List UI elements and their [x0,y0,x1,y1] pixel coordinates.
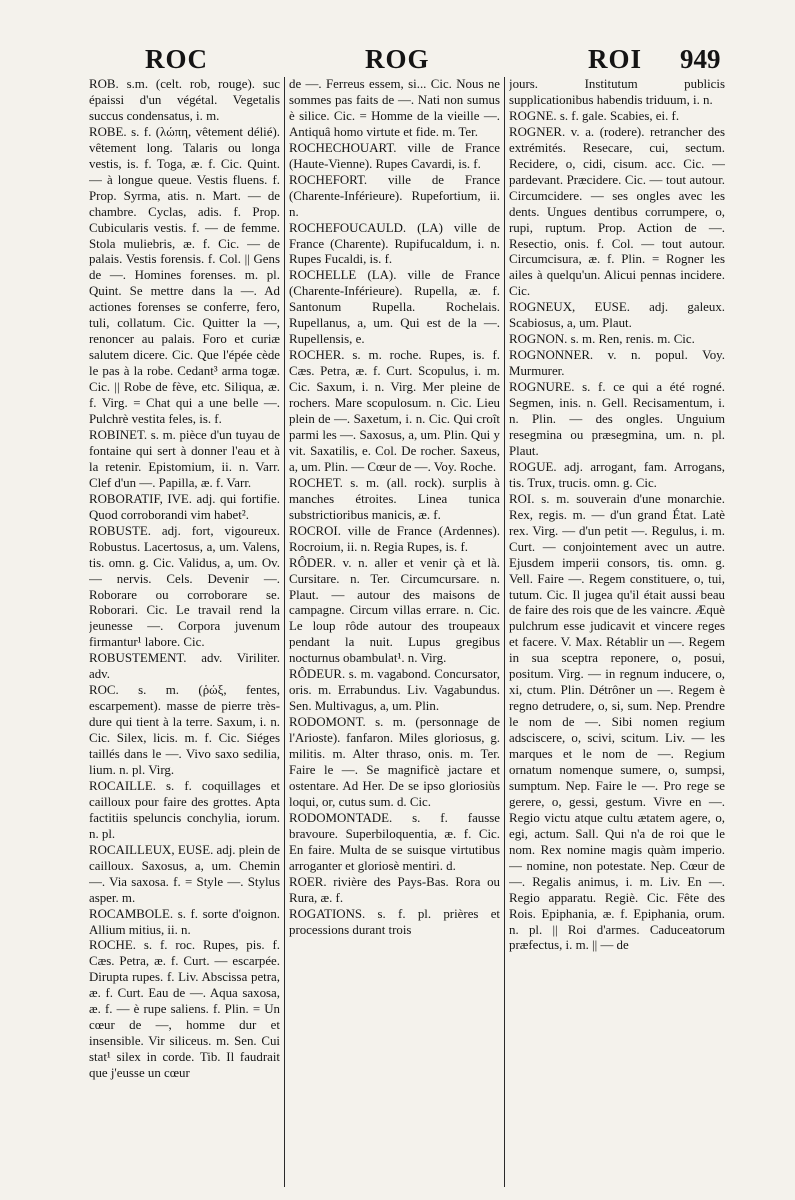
dictionary-entry: ROBINET. s. m. pièce d'un tuyau de fontaine qui sert à donner l'eau et à la retenir. Epistomium, ii. n. Varr. Clef d'un —. Papilla, æ. f. Varr. [89,427,280,490]
column-rule-right [504,77,505,1187]
running-head-center: ROG [365,44,430,74]
dictionary-entry: RODOMONTADE. s. f. fausse bravoure. Superbiloquentia, æ. f. Cic. En faire. Multa de se suisque virtutibus arroganter et gloriosè mentiri. d. [289,810,500,873]
dictionary-entry: ROCHECHOUART. ville de France (Haute-Vienne). Rupes Cavardi, is. f. [289,140,500,171]
dictionary-entry: ROBUSTEMENT. adv. Viriliter. adv. [89,651,280,682]
dictionary-entry: ROCHELLE (LA). ville de France (Charente-Inférieure). Rupella, æ. f. Santonum Rupella. Rochelais. Rupellanus, a, um. Qui est de la —. Rupellensis, e. [289,268,500,347]
dictionary-entry: ROER. rivière des Pays-Bas. Rora ou Rura, æ. f. [289,874,500,905]
dictionary-entry: de —. Ferreus essem, si... Cic. Nous ne sommes pas faits de —. Nati non sumus è silice. Cic. = Homme de la vieille —. Antiquâ homo virtute et fide. m. Ter. [289,77,500,139]
dictionary-entry: RÔDEUR. s. m. vagabond. Concursator, oris. m. Errabundus. Liv. Vagabundus. Sen. Multivagus, a, um. Plin. [289,667,500,714]
dictionary-entry: RODOMONT. s. m. (personnage de l'Arioste). fanfaron. Miles gloriosus, g. militis. m. Alter thraso, onis. m. Ter. Faire le —. Se magnificè jactare et ostentare. Ad Her. De se ipso gloriosiùs loqui, or, cutus sum. d. Cic. [289,715,500,809]
column-1 [89,77,280,1187]
dictionary-entry: ROCHER. s. m. roche. Rupes, is. f. Cæs. Petra, æ. f. Curt. Scopulus, i. m. Cic. Saxum, i. n. Virg. Mer pleine de rochers. Mare scopulosum. n. Cic. Lieu plein de —. Saxetum, i. n. Cic. Qui croît parmi les —. Saxosus, a, um. Plin. Qui y vit. Saxatilis, e. Col. De rocher. Saxeus, a, um. Plin. — Cœur de —. Voy. Roche. [289,348,500,474]
dictionary-entry: ROCHE. s. f. roc. Rupes, pis. f. Cæs. Petra, æ. f. Curt. — escarpée. Dirupta rupes. f. Liv. Abscissa petra, æ. f. Curt. Eau de —. Aqua saxosa, æ. f. — è rupe saliens. f. Plin. = Un cœur de —, homme dur et insensible. Vir siliceus. m. Sen. Cui stat¹ silex in corde. Tib. Il faudrait que j'eusse un cœur [89,938,280,1081]
dictionary-entry: ROGNER. v. a. (rodere). retrancher des extrémités. Resecare, cui, sectum. Recidere, o, cidi, cisum. acc. Cic. — pardevant. Præcidere. Cic. — tout autour. Circumcidere. — ses ongles avec les dents. Ungues dentibus corrumpere, o, rupi, ruptum. Prop. Action de —. Resectio, onis. f. Col. — tout autour. Circumcisura, æ. f. Plin. = Rogner les ailes à quelqu'un. Alicui pennas incidere. Cic. [509,124,725,299]
dictionary-entry: jours. Institutum publicis supplicationibus habendis triduum, i. n. [509,77,725,107]
column-2 [289,77,500,1187]
column-3 [509,77,725,1187]
dictionary-entry: ROCHET. s. m. (all. rock). surplis à manches étroites. Linea tunica substrictioribus manicis, æ. f. [289,475,500,522]
dictionary-entry: ROGNONNER. v. n. popul. Voy. Murmurer. [509,348,725,379]
running-head-left: ROC [145,44,208,74]
page-number: 949 [680,44,721,74]
dictionary-entry: ROI. s. m. souverain d'une monarchie. Rex, regis. m. — d'un grand État. Latè rex. Virg. — d'un petit —. Regulus, i. m. Curt. — conjointement avec un autre. Ejusdem imperii consors, tis. omn. g. Vell. Faire —. Regem constituere, o, tui, tutum. Cic. Il jugea qu'il était aussi beau de faire des rois que de les vaincre. Æquè pulchrum esse judicavit et vincere reges et facere. V. Max. Rétablir un —. Regem in sua sceptra reponere, o, posui, positum. Virg. — in regnum inducere, o, xi, ctum. Plin. Détrôner un —. Regem è regno detrudere, o, si, sum. Nep. Prendre le nom de —. Sibi nomen regium adsciscere, o, scivi, scitum. Liv. — les marques et le nom de —. Regium ornatum nomenque sumere, o, sumpsi, sumptum. Nep. Faire le —. Pro rege se gerere, o, gessi, gestum. Vivre en —. Regio victu atque cultu ætatem agere, o, egi, actum. Sall. Qui n'a de roi que le nom. Rex nomine magis quàm imperio. — nomine, non potestate. Nep. Cœur de —. Regalis animus, i. m. Liv. En —. Regio apparatu. Regiè. Cic. Fête des Rois. Epiphania, æ. f. Epiphania, orum. n. pl. || Roi d'armes. Caduceatorum præfectus, i. m. || — de [509,491,725,953]
dictionary-entry: ROCHEFOUCAULD. (LA) ville de France (Charente). Rupifucaldum, i. n. Rupes Fucaldi, is. f. [289,220,500,267]
dictionary-entry: RÔDER. v. n. aller et venir çà et là. Cursitare. n. Ter. Circumcursare. n. Plaut. — autour des maisons de campagne. Circum villas errare. n. Cic. Le loup rôde autour des troupeaux pendant la nuit. Lupus gregibus nocturnus obambulat¹. n. Virg. [289,555,500,666]
dictionary-entry: ROGNURE. s. f. ce qui a été rogné. Segmen, inis. n. Gell. Recisamentum, i. n. Plin. — des ongles. Unguium resegmina ou præsegmina, um. n. pl. Plaut. [509,380,725,458]
dictionary-entry: ROCHEFORT. ville de France (Charente-Inférieure). Rupefortium, ii. n. [289,172,500,219]
dictionary-entry: ROGUE. adj. arrogant, fam. Arrogans, tis. Trux, trucis. omn. g. Cic. [509,459,725,490]
dictionary-entry: ROGATIONS. s. f. pl. prières et processions durant trois [289,906,500,937]
dictionary-entry: ROBE. s. f. (λώπη, vêtement délié). vêtement long. Talaris ou longa vestis, is. f. Toga, æ. f. Cic. Quint. — à longue queue. Vestis fluens. f. Prop. Syrma, atis. n. Mart. — de chambre. Cyclas, adis. f. Prop. Cubicularis vestis. f. — de femme. Stola muliebris, æ. f. Cic. — de palais. Vestis forensis. f. Col. || Gens de —. Homines forenses. m. pl. Quint. Se mettre dans la —. Ad actiones forenses se conferre, fero, tuli, collatum. Cic. Quitter la —, renoncer au palais. Foro et curiæ salutem dicere. Cic. Que l'épée cède le pas à la robe. Cedant³ arma togæ. Cic. || Robe de fève, etc. Siliqua, æ. f. Virg. = Chat qui a une belle —. Pulchrè vestita feles, is. f. [89,124,280,427]
dictionary-entry: ROC. s. m. (ῥώξ, fentes, escarpement). masse de pierre très-dure qui tient à la terre. Saxum, i. n. Cic. Silex, licis. m. f. Cic. Siéges taillés dans le —. Vivo saxo sedilia, lium. n. pl. Virg. [89,683,280,777]
dictionary-entry: ROB. s.m. (celt. rob, rouge). suc épaissi d'un végétal. Vegetalis succus condensatus, i. m. [89,77,280,123]
column-rule-left [284,77,285,1187]
dictionary-entry: ROBUSTE. adj. fort, vigoureux. Robustus. Lacertosus, a, um. Valens, tis. omn. g. Cic. Validus, a, um. Ov. — nervis. Cels. Devenir —. Roborare ou corroborare se. Roborari. Cic. Le travail rend la jeunesse —. Corpora juvenum firmantur¹ labore. Cic. [89,523,280,650]
dictionary-entry: ROGNEUX, EUSE. adj. galeux. Scabiosus, a, um. Plaut. [509,300,725,331]
dictionary-entry: ROCAMBOLE. s. f. sorte d'oignon. Allium mitius, ii. n. [89,906,280,937]
dictionary-entry: ROCROI. ville de France (Ardennes). Rocroium, ii. n. Regia Rupes, is. f. [289,523,500,554]
dictionary-entry: ROGNON. s. m. Ren, renis. m. Cic. [509,332,695,347]
dictionary-entry: ROGNE. s. f. gale. Scabies, ei. f. [509,108,680,123]
dictionary-entry: ROBORATIF, IVE. adj. qui fortifie. Quod corroborandi vim habet². [89,491,280,522]
running-head-right: ROI [588,44,643,74]
dictionary-entry: ROCAILLEUX, EUSE. adj. plein de cailloux. Saxosus, a, um. Chemin —. Via saxosa. f. = Style —. Stylus asper. m. [89,842,280,905]
dictionary-entry: ROCAILLE. s. f. coquillages et cailloux pour faire des grottes. Apta factitiis speluncis conchylia, iorum. n. pl. [89,778,280,841]
